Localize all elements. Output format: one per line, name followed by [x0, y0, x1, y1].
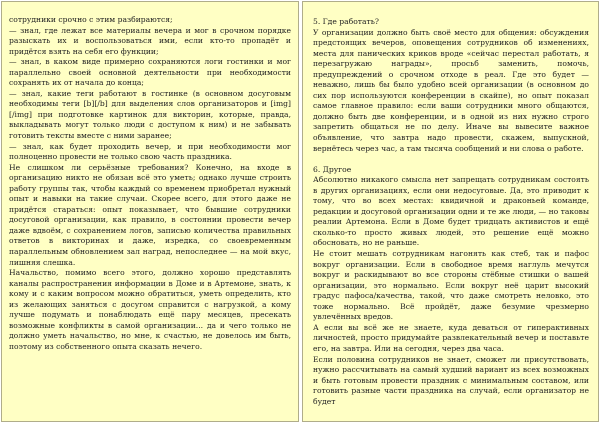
paragraph: Абсолютно никакого смысла нет запрещать сотрудникам состоять в других организациях, если они недосуговые. Да, это приводит к тому, что во всех местах: квидичной и драконьей команде, редакции и досуговой организации одни и те же люди, — но таковы реалии Артемона. Если в Доме будет тридцать активистов и ещё сколько-то просто живых людей, это решение ещё можно обосновать, но не раньше. — [313, 175, 589, 248]
paragraph: — знал, как будет проходить вечер, и при необходимости мог полноценно провести не только свою часть праздника. — [9, 141, 291, 162]
paragraph: Если половина сотрудников не знает, сможет ли присутствовать, нужно рассчитывать на самый худший вариант из всех возможных и быть готовым провести праздник с минимальным составом, или готовить разные части праздника на случай, если организатор не будет — [313, 354, 589, 406]
right-page — [302, 1, 599, 422]
section-spacer — [313, 154, 589, 165]
left-page-text — [9, 15, 291, 353]
paragraph: Не слишком ли серьёзные требования? Конечно, на входе в организацию никто не обязан всё это уметь; однако лучше строить работу группы так, чтобы каждый со временем приобретал нужный опыт и навыки на такие случаи. Скорее всего, для этого даже не придётся стараться: опыт показывает, что бывшие сотрудники досуговой организации, как правило, в состоянии провести вечер даже вдвоём, с сохранением логов, записью количества правильных ответов в викторинах и даже, изредка, со своевременным параллельным обновлением зал наград, непоследнее — на мой вкус, лишняя слешка. — [9, 162, 291, 267]
section-title: 6. Другое — [313, 164, 352, 174]
right-page-text — [313, 17, 589, 407]
paragraph: Не стоит мешать сотрудникам нагонять как стеб, так и пафос вокруг организации. Если в свободное время наглуль мечутся вокруг и раскидывают во все стороны стёбные стишки о вашей организации, это нормально. Если вокруг неё царит высокий градус пафоса/качества, такой, что даже смотреть неловко, это тоже нормально. Всё пройдёт, даже безумие чрезмерно увлечённых вредов. — [313, 249, 589, 322]
paragraph: Начальство, помимо всего этого, должно хорошо представлять каналы распространения информации в Доме и в Артемоне, знать, к кому и с каким вопросом можно обратиться, уметь определить, кто из желающих заняться с досугом справится с нагрузкой, а кому лучше подумать и понаблюдать ещё пару месяцев, пресекать возможные конфликты в самой организации... да и чего только не должно уметь начальство, но мне, к счастью, не довелось им быть, поэтому из собственного опыта сказать нечего. — [9, 268, 291, 351]
paragraph: — знал, какие теги работают в гостинке (в основном досуговым необходимы теги [b][/b] для выделения слов организаторов и [img][/img] при подготовке картинок для викторин, которые, правда, выкладывать могут только люди с доступом к ним) и не забывать готовить тексты вместе с ними заранее; — [9, 88, 291, 141]
paragraph: сотрудники срочно с этим разбираются; — [9, 15, 173, 24]
section-title: 5. Где работать? — [313, 17, 379, 26]
paragraph: А если вы всё же не знаете, куда деваться от гиперактивных личностей, просто придумайте развлекательный вечер и поставьте его, на завтра. Или на сегодня, через два часа. — [313, 322, 589, 353]
paragraph: — знал, в каком виде примерно сохраняются логи гостинки и мог параллельно своей основной деятельности при необходимости сохранять их от начала до конца; — [9, 57, 291, 88]
paragraph: У организации должно быть своё место для общения: обсуждения предстоящих вечеров, оповещения сотрудников об изменениях, места для панических криков вроде «сейчас перестал работать, я перезагружаю награды», просьб заменить, помочь, предупреждений о срочном отходе в реал. Где это будет — неважно, лишь бы было удобно всей организации (в основном до сих пор используются конференции в скайпе), но опыт показал самое главное правило: если ваши сотрудники много общаются, должно быть две конференции, и в одной из них нужно строго запретить общаться не по делу. Иначе вы вывесите важное объявление, что завтра надо провести, скажем, выпускной, вернётесь через час, а там тысяча сообщений и ни слова о работе. — [313, 27, 589, 153]
left-page — [1, 1, 299, 422]
paragraph: — знал, где лежат все материалы вечера и мог в срочном порядке разыскать их и воспользоваться ими, если кто-то пропадёт и придётся взять на себя его функции; — [9, 25, 291, 56]
